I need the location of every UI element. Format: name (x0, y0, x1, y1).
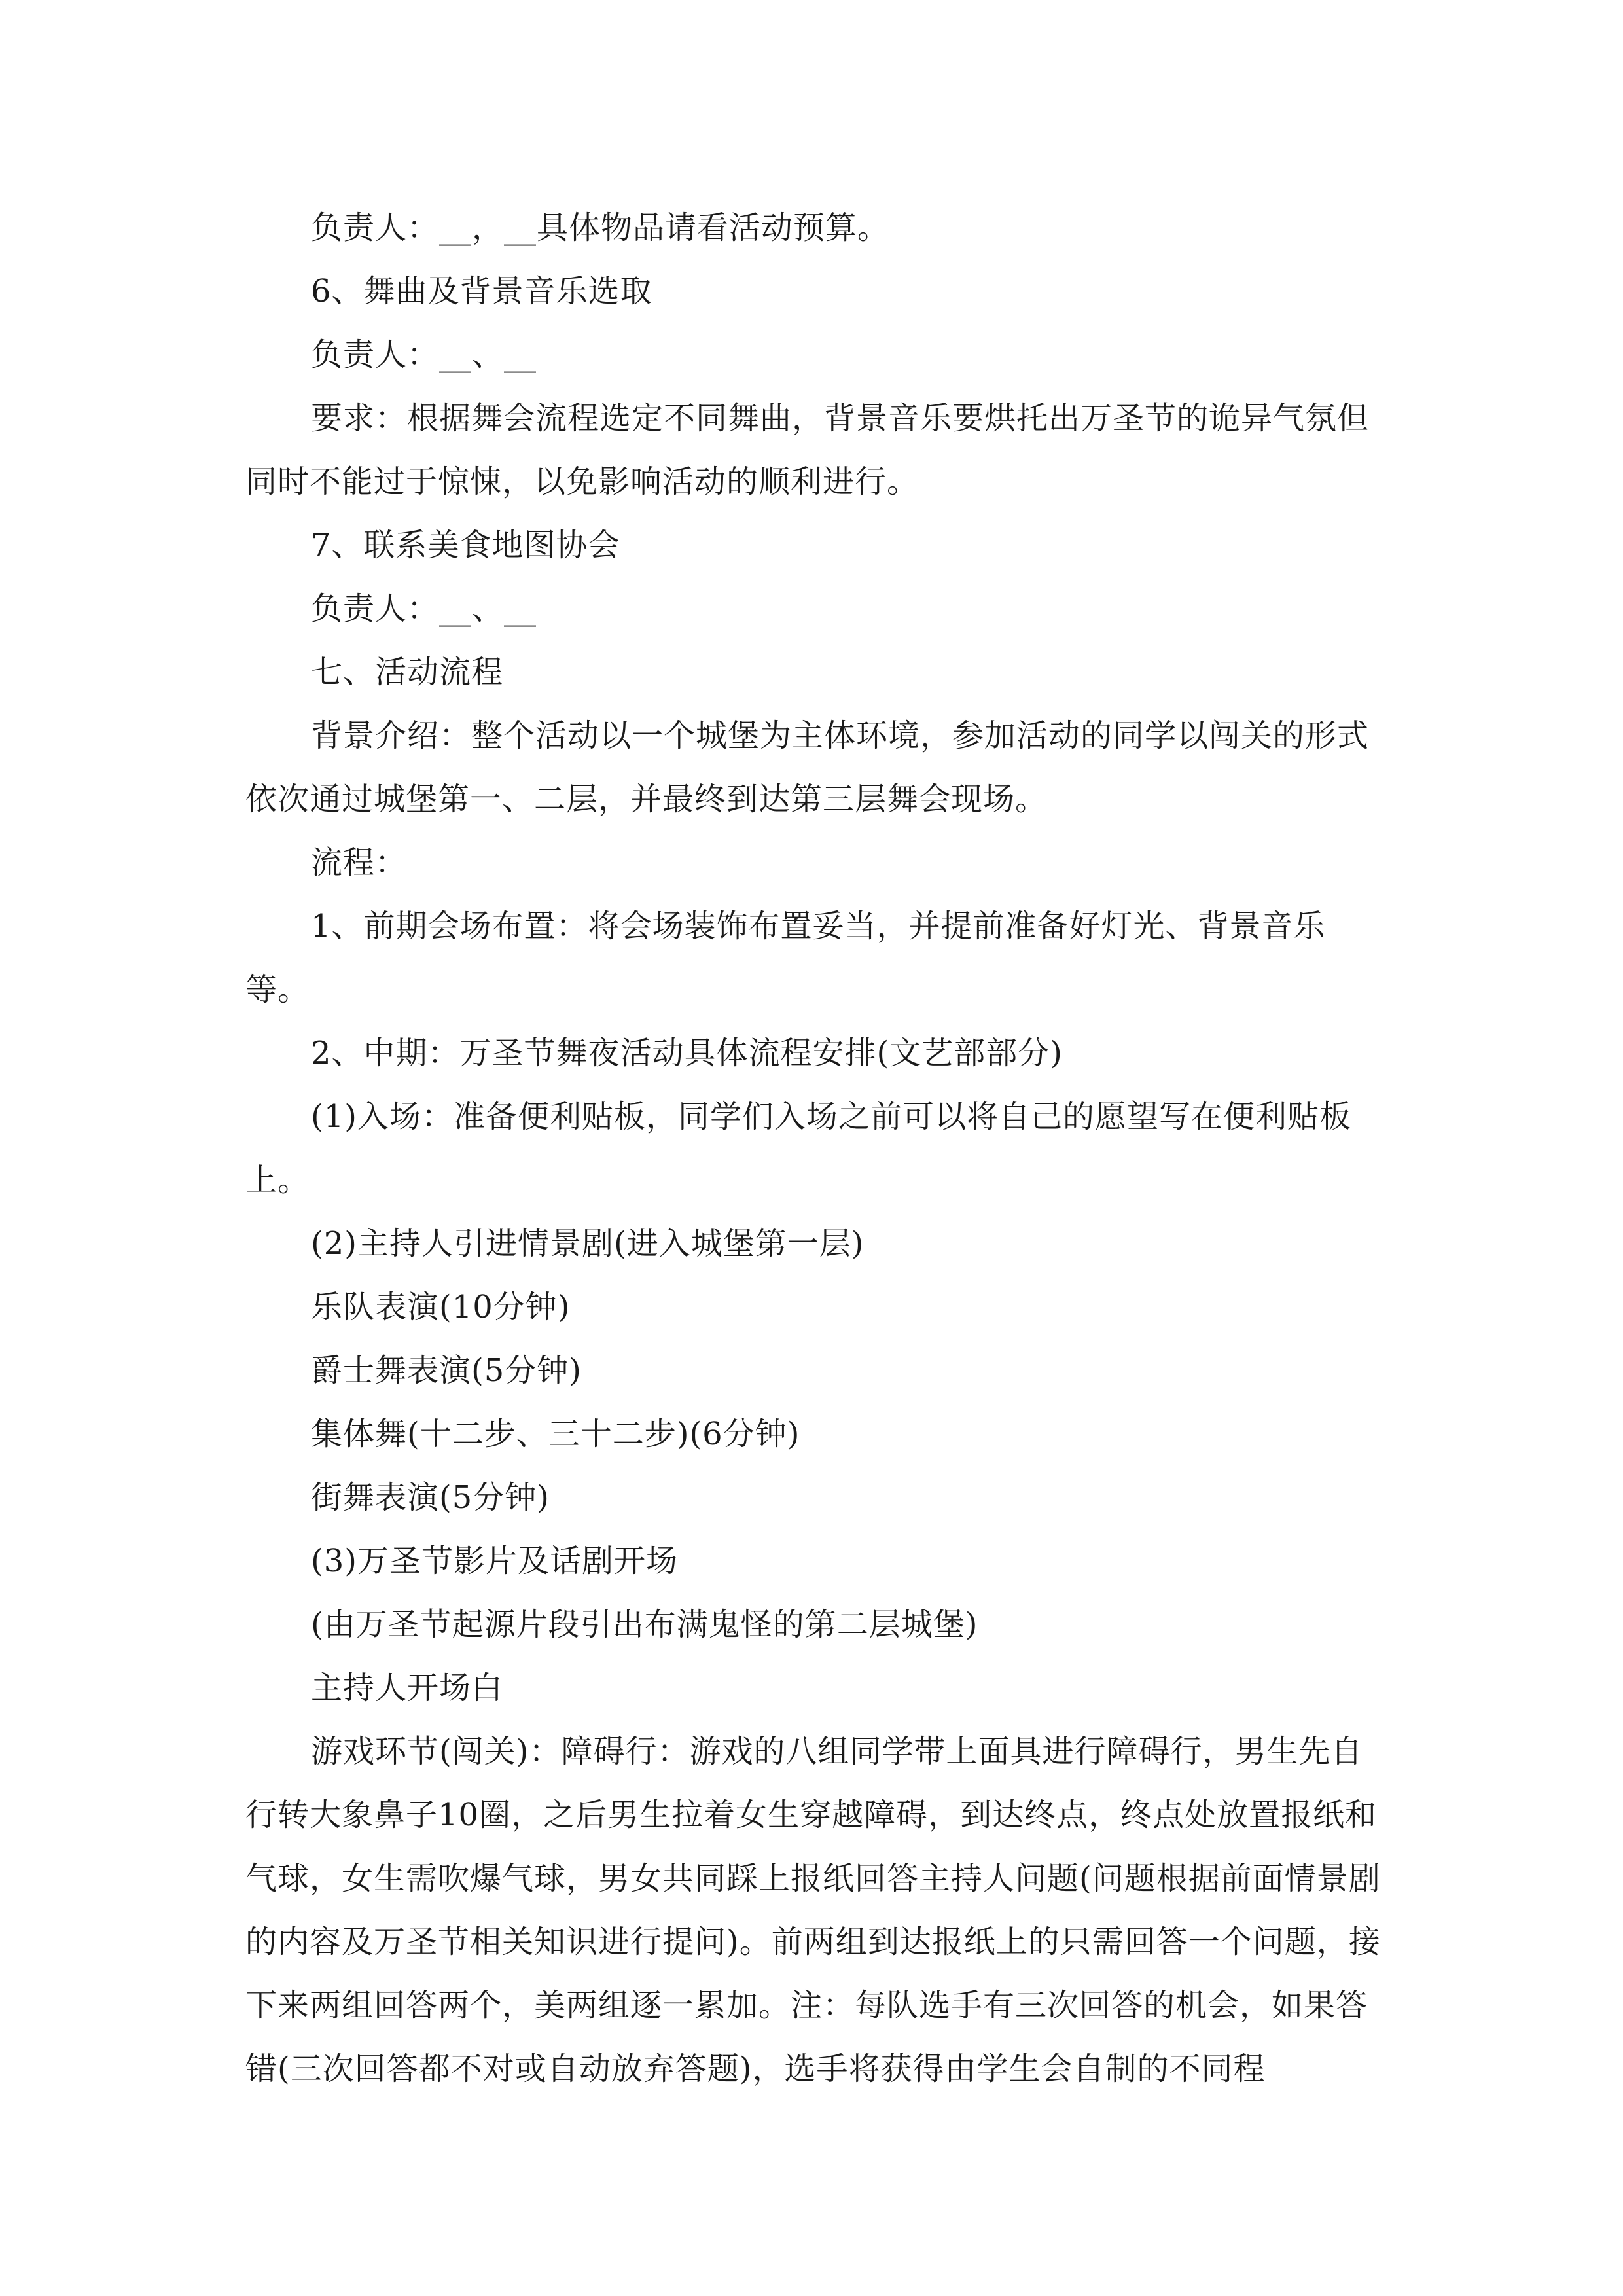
paragraph-activity-flow-heading: 七、活动流程 (311, 654, 504, 691)
paragraph-jazz-dance: 爵士舞表演(5分钟) (311, 1352, 582, 1389)
paragraph-responsible-food-map: 负责人：__、__ (311, 590, 537, 627)
paragraph-section-6-heading: 6、舞曲及背景音乐选取 (311, 273, 652, 310)
paragraph-responsible-music: 负责人：__、__ (311, 336, 537, 373)
paragraph-section-7-heading: 7、联系美食地图协会 (311, 527, 620, 564)
paragraph-music-requirements: 要求：根据舞会流程选定不同舞曲，背景音乐要烘托出万圣节的诡异气氛但同时不能过于惊悚，以免影响活动的顺利进行。 (245, 400, 1370, 500)
paragraph-group-dance: 集体舞(十二步、三十二步)(6分钟) (311, 1416, 800, 1452)
document-body (245, 196, 1384, 2101)
paragraph-street-dance: 街舞表演(5分钟) (311, 1479, 550, 1516)
paragraph-host-opening: 主持人开场白 (311, 1670, 504, 1706)
paragraph-flow-label: 流程： (311, 844, 408, 881)
paragraph-entrance: (1)入场：准备便利贴板，同学们入场之前可以将自己的愿望写在便利贴板上。 (245, 1098, 1351, 1198)
paragraph-film-origin-note: (由万圣节起源片段引出布满鬼怪的第二层城堡) (311, 1606, 978, 1643)
paragraph-responsible-budget: 负责人：__，__具体物品请看活动预算。 (311, 209, 890, 246)
paragraph-flow-step-1: 1、前期会场布置：将会场装饰布置妥当，并提前准备好灯光、背景音乐等。 (245, 908, 1326, 1008)
paragraph-background-intro: 背景介绍：整个活动以一个城堡为主体环境，参加活动的同学以闯关的形式依次通过城堡第一、二层，并最终到达第三层舞会现场。 (245, 717, 1370, 817)
paragraph-flow-step-2: 2、中期：万圣节舞夜活动具体流程安排(文艺部部分) (311, 1035, 1063, 1071)
paragraph-host-sketch: (2)主持人引进情景剧(进入城堡第一层) (311, 1225, 865, 1262)
paragraph-film-opening: (3)万圣节影片及话剧开场 (311, 1543, 678, 1579)
paragraph-game-section: 游戏环节(闯关)：障碍行：游戏的八组同学带上面具进行障碍行，男生先自行转大象鼻子10圈，之后男生拉着女生穿越障碍，到达终点，终点处放置报纸和气球，女生需吹爆气球，男女共同踩上报纸回答主持人问题(问题根据前面情景剧的内容及万圣节相关知识进行提问)。前两组到达报纸上的只需回答一个问题，接下来两组回答两个，美两组逐一累加。注：每队选手有三次回答的机会，如果答错(三次回答都不对或自动放弃答题)，选手将获得由学生会自制的不同程 (245, 1733, 1381, 2087)
paragraph-band-performance: 乐队表演(10分钟) (311, 1289, 571, 1325)
